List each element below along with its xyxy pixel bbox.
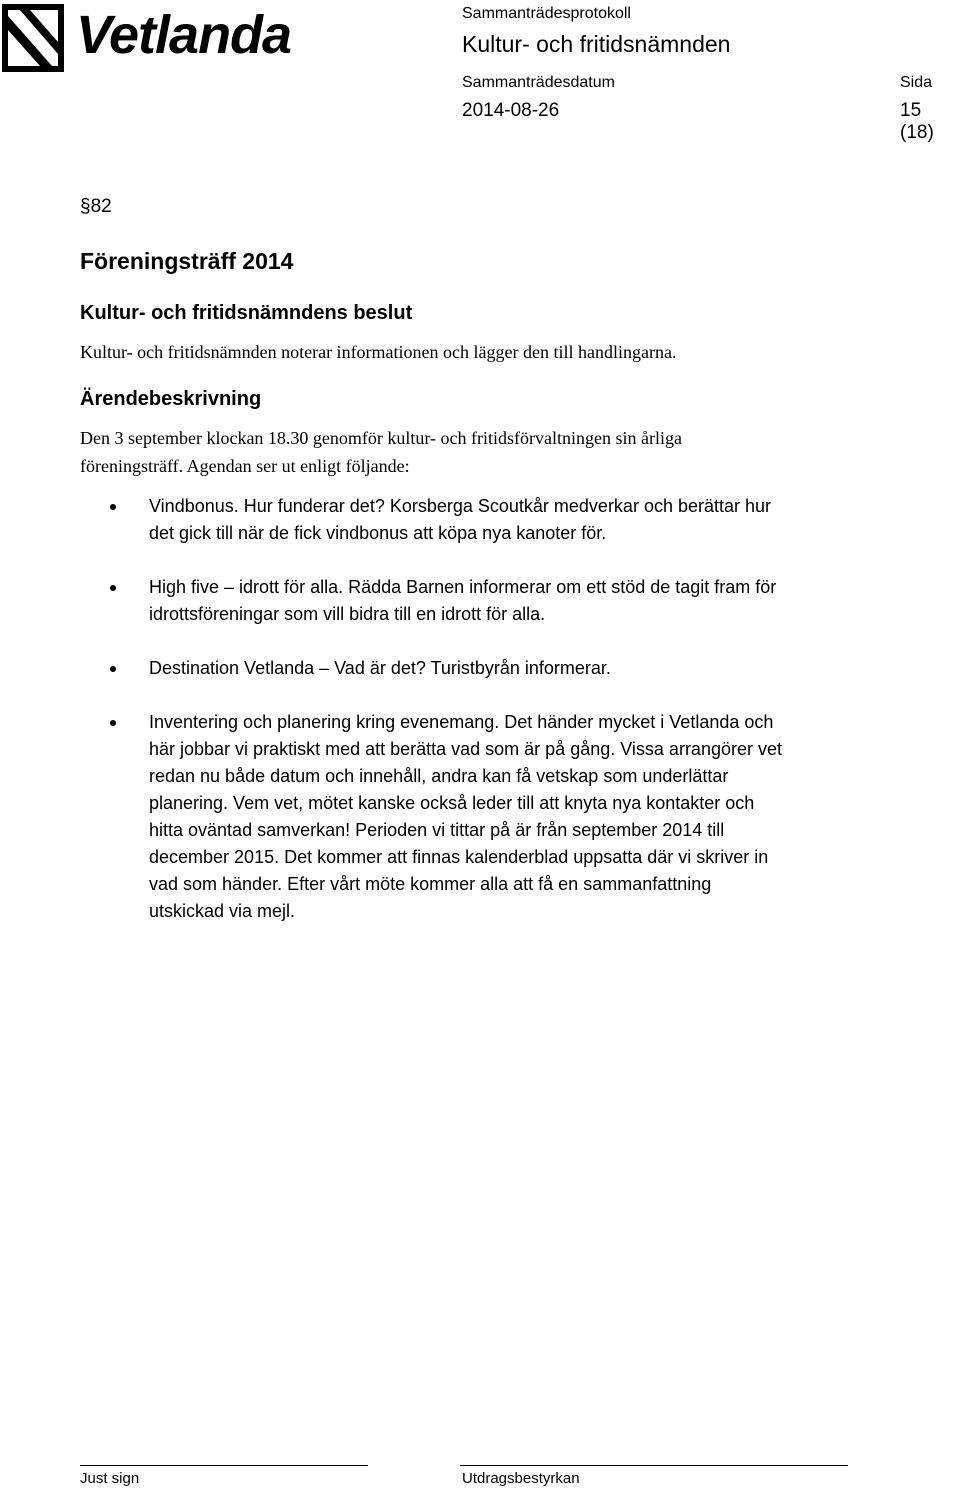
decision-text: Kultur- och fritidsnämnden noterar informationen och lägger den till handlingarna. [80,342,677,362]
committee-name: Kultur- och fritidsnämnden [462,31,731,57]
description-line: Den 3 september klockan 18.30 genomför kultur- och fritidsförvaltningen sin årliga [80,428,682,448]
list-item-line: vad som händer. Efter vårt möte kommer alla att få en sammanfattning [149,874,712,894]
list-item [110,574,850,628]
page-title: Föreningsträff 2014 [80,248,294,274]
footer-divider [80,1465,368,1466]
list-item-line: High five – idrott för alla. Rädda Barnen informerar om ett stöd de tagit fram för [149,577,777,597]
coat-of-arms-icon [0,2,66,78]
bullet-icon [110,666,116,672]
extract-label: Utdragsbestyrkan [462,1470,580,1487]
list-item-line: utskickad via mejl. [149,901,296,921]
date-label: Sammanträdesdatum [462,74,615,91]
list-item-line: Vindbonus. Hur funderar det? Korsberga Scoutkår medverkar och berättar hur [149,496,772,516]
logo-wordmark: Vetlanda [76,5,292,65]
bullet-icon [110,585,116,591]
list-item [110,709,850,925]
sign-label: Just sign [80,1470,140,1487]
page-label: Sida [900,74,933,91]
description-heading: Ärendebeskrivning [80,388,262,410]
page-number: 15 (18) [900,100,934,143]
municipality-logo [0,2,290,80]
list-item-line: hitta oväntad samverkan! Perioden vi tittar på är från september 2014 till [149,820,725,840]
decision-heading: Kultur- och fritidsnämndens beslut [80,302,413,324]
list-item-line: idrottsföreningar som vill bidra till en idrott för alla. [149,604,546,624]
paragraph-number: §82 [80,196,112,217]
bullet-icon [110,720,116,726]
agenda-list [110,493,850,952]
list-item [110,493,850,547]
meeting-date: 2014-08-26 [462,100,560,121]
list-item-line: här jobbar vi praktiskt med att berätta vad som är på gång. Vissa arrangörer vet [149,739,782,759]
list-item-line: redan nu både datum och innehåll, andra kan få vetskap som underlättar [149,766,729,786]
description-line: föreningsträff. Agendan ser ut enligt följande: [80,456,410,476]
bullet-icon [110,504,116,510]
list-item-line: Destination Vetlanda – Vad är det? Turistbyrån informerar. [149,658,611,678]
list-item [110,655,850,682]
protocol-label: Sammanträdesprotokoll [462,5,631,22]
list-item-line: det gick till när de fick vindbonus att köpa nya kanoter för. [149,523,607,543]
list-item-line: Inventering och planering kring evenemang. Det händer mycket i Vetlanda och [149,712,774,732]
list-item-line: planering. Vem vet, mötet kanske också leder till att knyta nya kontakter och [149,793,755,813]
list-item-line: december 2015. Det kommer att finnas kalenderblad uppsatta där vi skriver in [149,847,769,867]
footer-divider [460,1465,848,1466]
